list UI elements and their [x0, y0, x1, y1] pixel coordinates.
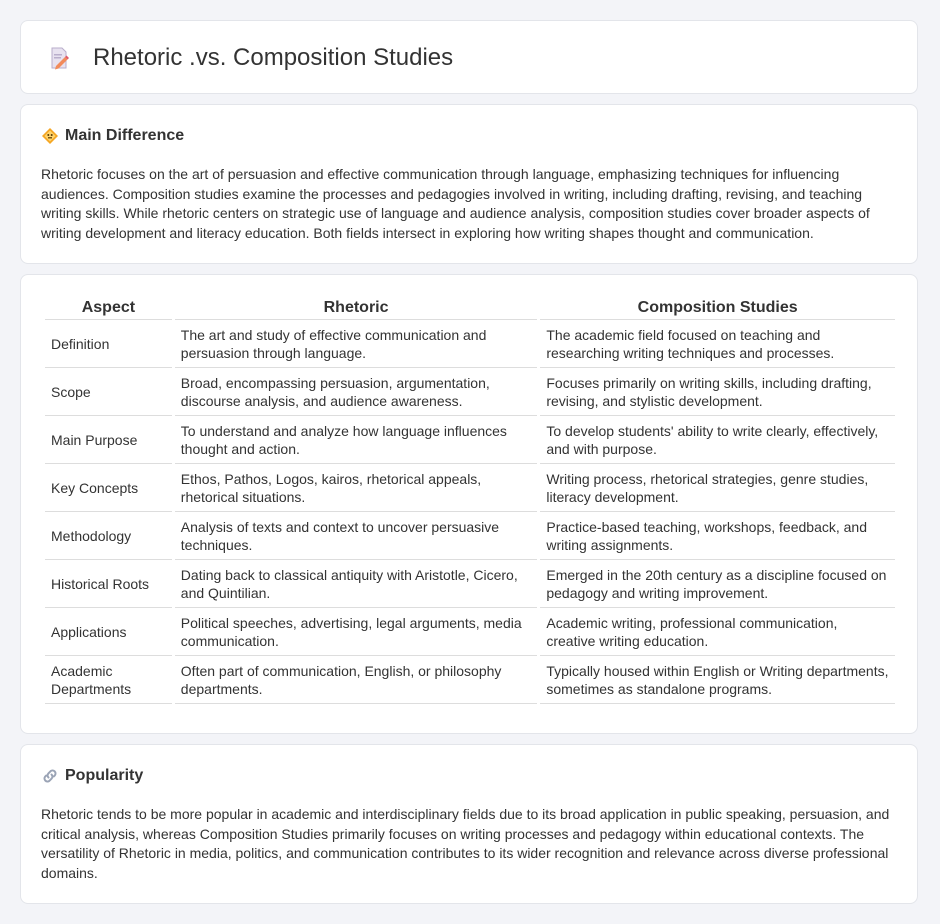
table-row [45, 320, 895, 368]
composition-cell: Academic writing, professional communication, creative writing education. [540, 608, 895, 656]
table-row [45, 608, 895, 656]
table-header-row [45, 298, 895, 320]
aspect-cell: Definition [45, 320, 172, 368]
rhetoric-cell: To understand and analyze how language influences thought and action. [175, 416, 538, 464]
aspect-cell: Scope [45, 368, 172, 416]
composition-cell: Emerged in the 20th century as a discipline focused on pedagogy and writing improvement. [540, 560, 895, 608]
main-difference-section [20, 104, 918, 264]
composition-cell: To develop students' ability to write clearly, effectively, and with purpose. [540, 416, 895, 464]
composition-cell: Typically housed within English or Writing departments, sometimes as standalone programs. [540, 656, 895, 704]
main-difference-title: Main Difference [65, 127, 185, 144]
aspect-cell: Applications [45, 608, 172, 656]
table-row [45, 368, 895, 416]
aspect-cell: Methodology [45, 512, 172, 560]
table-row [45, 656, 895, 704]
diamond-sign-icon [41, 127, 59, 145]
main-difference-header [41, 127, 184, 145]
rhetoric-cell: The art and study of effective communication and persuasion through language. [175, 320, 538, 368]
title-row [21, 21, 917, 95]
header-rhetoric: Rhetoric [175, 298, 538, 320]
composition-cell: The academic field focused on teaching and researching writing techniques and processes. [540, 320, 895, 368]
aspect-cell: Academic Departments [45, 656, 172, 704]
table-row [45, 464, 895, 512]
header-composition: Composition Studies [540, 298, 895, 320]
rhetoric-cell: Often part of communication, English, or philosophy departments. [175, 656, 538, 704]
comparison-table [42, 298, 898, 704]
link-icon [41, 767, 59, 785]
aspect-cell: Key Concepts [45, 464, 172, 512]
rhetoric-cell: Political speeches, advertising, legal arguments, media communication. [175, 608, 538, 656]
comparison-section [20, 274, 918, 734]
page-title: Rhetoric .vs. Composition Studies [93, 44, 454, 71]
popularity-title: Popularity [65, 767, 144, 784]
rhetoric-cell: Broad, encompassing persuasion, argumentation, discourse analysis, and audience awareness. [175, 368, 538, 416]
table-row [45, 560, 895, 608]
popularity-header [41, 767, 143, 785]
table-row [45, 416, 895, 464]
rhetoric-cell: Ethos, Pathos, Logos, kairos, rhetorical appeals, rhetorical situations. [175, 464, 538, 512]
aspect-cell: Historical Roots [45, 560, 172, 608]
composition-cell: Writing process, rhetorical strategies, genre studies, literacy development. [540, 464, 895, 512]
composition-cell: Focuses primarily on writing skills, including drafting, revising, and stylistic development. [540, 368, 895, 416]
table-row [45, 512, 895, 560]
document-pencil-icon [47, 46, 71, 70]
popularity-section [20, 744, 918, 904]
aspect-cell: Main Purpose [45, 416, 172, 464]
composition-cell: Practice-based teaching, workshops, feedback, and writing assignments. [540, 512, 895, 560]
header-card [20, 20, 918, 94]
main-difference-text: Rhetoric focuses on the art of persuasion and effective communication through language, emphasizing techniques for influencing audiences. Composition studies examine the processes and pedagogies involved in writing, including drafting, revising, and teaching writing skills. While rhetoric centers on strategic use of language and audience analysis, composition studies cover broader aspects of writing development and literacy education. Both fields intersect in exploring how writing shapes thought and communication. [41, 166, 870, 241]
rhetoric-cell: Dating back to classical antiquity with Aristotle, Cicero, and Quintilian. [175, 560, 538, 608]
popularity-text: Rhetoric tends to be more popular in academic and interdisciplinary fields due to its broad application in public speaking, persuasion, and critical analysis, whereas Composition Studies primarily focuses on writing processes and pedagogy within educational contexts. The versatility of Rhetoric in media, politics, and communication contributes to its wider recognition and relevance across diverse professional domains. [41, 806, 890, 881]
header-aspect: Aspect [45, 298, 172, 320]
rhetoric-cell: Analysis of texts and context to uncover persuasive techniques. [175, 512, 538, 560]
